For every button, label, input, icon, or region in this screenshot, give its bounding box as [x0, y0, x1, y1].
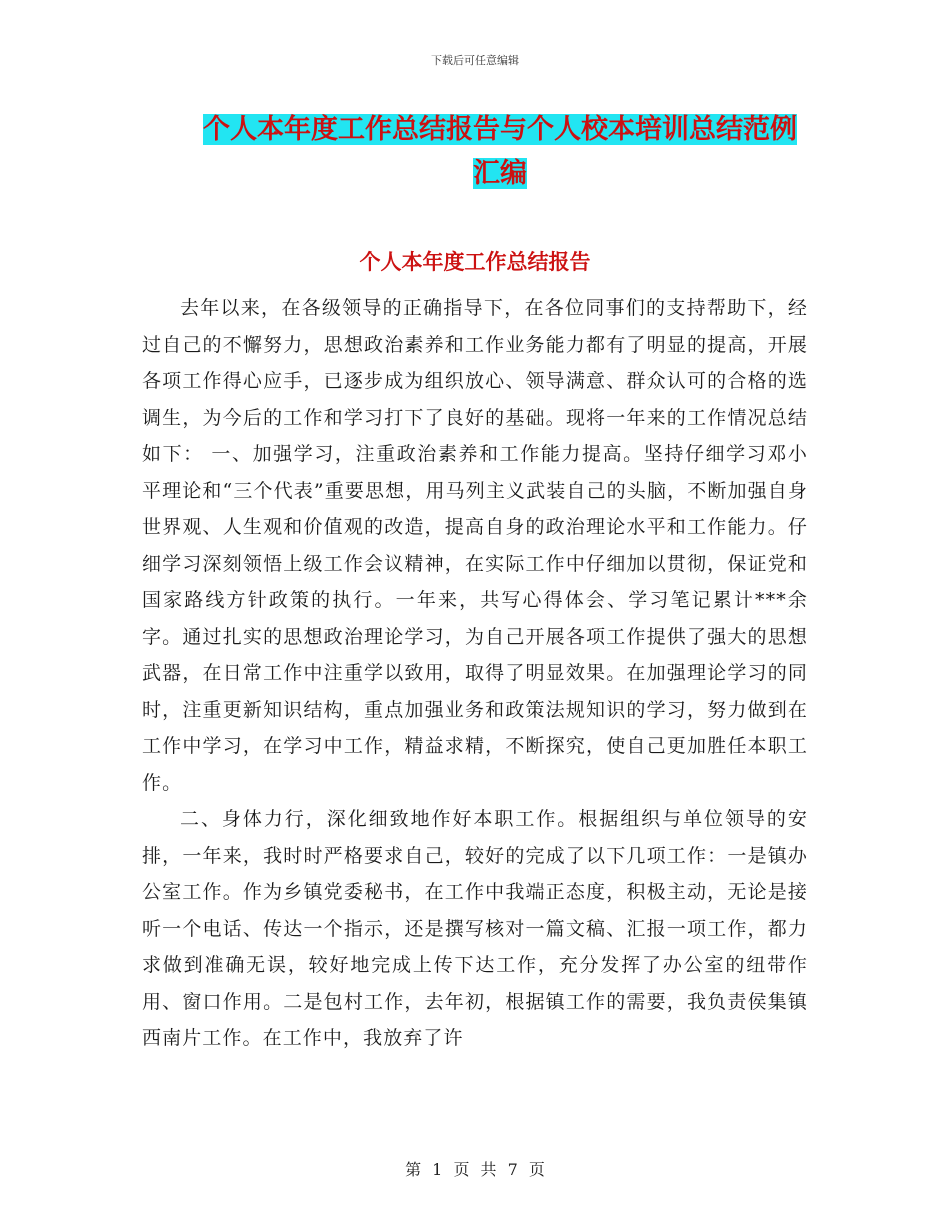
paragraph-1: 去年以来，在各级领导的正确指导下，在各位同事们的支持帮助下，经过自己的不懈努力，思想政治素养和工作业务能力都有了明显的提高，开展各项工作得心应手，已逐步成为组织放心、领导满意、群众认可的合格的选调生，为今后的工作和学习打下了良好的基础。现将一年来的工作情况总结如下： 一、加强学习，注重政治素养和工作能力提高。坚持仔细学习邓小平理论和“三个代表”重要思想，用马列主义武装自己的头脑，不断加强自身世界观、人生观和价值观的改造，提高自身的政治理论水平和工作能力。仔细学习深刻领悟上级工作会议精神，在实际工作中仔细加以贯彻，保证党和国家路线方针政策的执行。一年来，共写心得体会、学习笔记累计***余字。通过扎实的思想政治理论学习，为自己开展各项工作提供了强大的思想武器，在日常工作中注重学以致用，取得了明显效果。在加强理论学习的同时，注重更新知识结构，重点加强业务和政策法规知识的学习，努力做到在工作中学习，在学习中工作，精益求精，不断探究，使自己更加胜任本职工作。 [142, 297, 808, 794]
document-title [192, 108, 808, 196]
section-title: 个人本年度工作总结报告 [359, 250, 591, 274]
document-title-text: 个人本年度工作总结报告与个人校本培训总结范例汇编 [203, 114, 797, 189]
body-text [142, 290, 808, 1057]
header-note: 下载后可任意编辑 [431, 54, 519, 67]
paragraph-2: 二、身体力行，深化细致地作好本职工作。根据组织与单位领导的安排，一年来，我时时严格要求自己，较好的完成了以下几项工作：一是镇办公室工作。作为乡镇党委秘书，在工作中我端正态度，积极主动，无论是接听一个电话、传达一个指示，还是撰写核对一篇文稿、汇报一项工作，都力求做到准确无误，较好地完成上传下达工作，充分发挥了办公室的纽带作用、窗口作用。二是包村工作，去年初，根据镇工作的需要，我负责侯集镇西南片工作。在工作中，我放弃了许 [142, 808, 808, 1049]
page-footer: 第 1 页 共 7 页 [405, 1160, 545, 1179]
